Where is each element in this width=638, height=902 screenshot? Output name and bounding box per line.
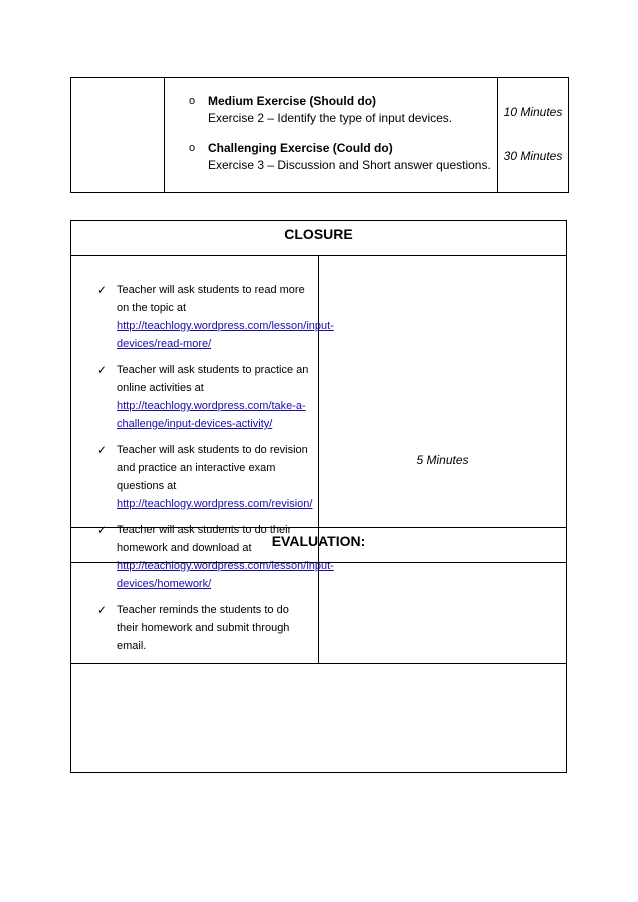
closure-link[interactable]: http://teachlogy.wordpress.com/lesson/input-devices/read-more/ (117, 320, 334, 350)
closure-link[interactable]: http://teachlogy.wordpress.com/take-a-challenge/input-devices-activity/ (117, 400, 306, 430)
evaluation-heading: EVALUATION: (71, 528, 567, 563)
checkmark-icon: ✓ (97, 443, 108, 457)
closure-item-text: Teacher will ask students to practice an online activities at (117, 364, 309, 394)
closure-link[interactable]: http://teachlogy.wordpress.com/revision/ (117, 498, 313, 510)
closure-item-text: Teacher will ask students to do their homework and download at (117, 524, 292, 554)
exercise-description: Exercise 3 – Discussion and Short answer questions. (208, 158, 491, 172)
exercise-title: Medium Exercise (Should do) (208, 94, 377, 108)
closure-time: 5 Minutes (319, 256, 567, 664)
closure-item-text: Teacher reminds the students to do their homework and submit through email. (117, 604, 290, 652)
exercise-item (165, 140, 497, 174)
exercise-time: 10 Minutes (503, 105, 563, 119)
exercise-cell (165, 78, 498, 193)
exercise-time: 30 Minutes (503, 149, 563, 163)
checkmark-icon: ✓ (97, 603, 108, 617)
checkmark-icon: ✓ (97, 523, 108, 537)
time-cell (498, 78, 569, 193)
empty-cell (71, 78, 165, 193)
evaluation-table (70, 527, 567, 773)
closure-item-text: Teacher will ask students to do revision and practice an interactive exam questions at (117, 444, 308, 492)
closure-item (71, 441, 318, 513)
checkmark-icon: ✓ (97, 363, 108, 377)
closure-item (71, 281, 334, 353)
evaluation-body[interactable] (71, 563, 567, 773)
circle-bullet-icon: o (189, 142, 196, 154)
closure-heading: CLOSURE (71, 221, 567, 256)
closure-item-text: Teacher will ask students to read more on the topic at (117, 284, 305, 314)
circle-bullet-icon: o (189, 95, 196, 107)
checkmark-icon: ✓ (97, 283, 108, 297)
exercise-description: Exercise 2 – Identify the type of input devices. (208, 111, 453, 125)
closure-item (71, 361, 318, 433)
exercise-item (165, 93, 497, 127)
exercise-title: Challenging Exercise (Could do) (208, 141, 393, 155)
closure-link[interactable]: http://teachlogy.wordpress.com/lesson/input-devices/homework/ (117, 560, 334, 590)
exercise-table (70, 77, 569, 193)
